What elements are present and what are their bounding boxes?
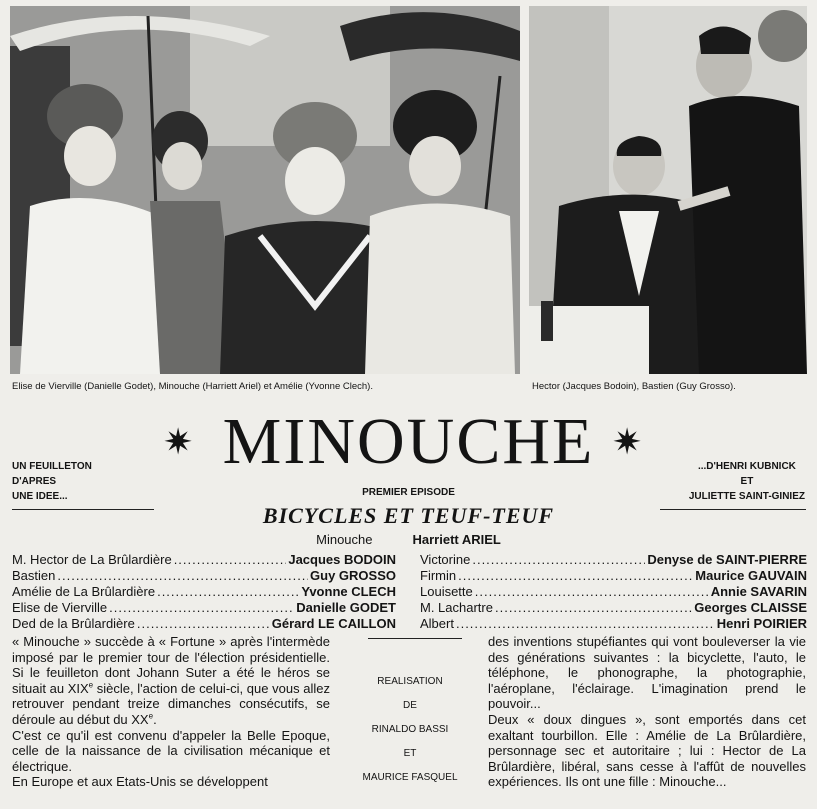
episode-title: BICYCLES ET TEUF-TEUF (262, 503, 555, 528)
cast-row: Louisette ..... Annie SAVARIN (420, 584, 807, 600)
photo-caption-left: Elise de Vierville (Danielle Godet), Minouche (Harriett Ariel) et Amélie (Yvonne Clech). (12, 381, 373, 392)
photo-hector-bastien (529, 6, 807, 374)
divider (368, 638, 462, 639)
cast-row: Albert ..... Henri POIRIER (420, 616, 807, 632)
photo-caption-right: Hector (Jacques Bodoin), Bastien (Guy Grosso). (532, 381, 736, 392)
episode-label: PREMIER EPISODE (362, 487, 455, 498)
paragraph: C'est ce qu'il est convenu d'appeler la Belle Epoque, celle de la naissance de la civilisation mécanique et électrique. (12, 727, 330, 774)
paragraph: Deux « doux dingues », sont emportés dans cet exaltant tourbillon. Elle : Amélie de La Brûlardière, personnage sec et autoritaire ; lui : Hector de La Brûlardière, libéral, sans cesse à l'affût de nouvelles expériences. Ils ont une fille : Minouche... (488, 711, 806, 790)
paragraph: des inventions stupéfiantes qui vont bouleverser la vie des générations suivantes : la bicyclette, l'auto, le téléphone, le phonographe, la photographie, l'aéroplane, l'éclairage. L'imagination prend le pouvoir... (488, 634, 806, 712)
lead-credit (0, 532, 817, 547)
paragraph: « Minouche » succède à « Fortune » après l'intermède imposé par le premier tour de l'élection présidentielle. Si le feuilleton dont Johann Suter a été le héros se situait au XIXe siècle, l'action de celui-ci, que vous allez retrouver pendant treize dimanches consécutifs, se déroule au début du XXe. (12, 634, 330, 727)
lead-actor: Harriett ARIEL (412, 532, 501, 547)
cast-row: Firmin ..... Maurice GAUVAIN (420, 568, 807, 584)
photo-cast-group (10, 6, 520, 374)
cast-row: Amélie de La Brûlardière ..... Yvonne CLECH (12, 584, 396, 600)
cast-row: Elise de Vierville ..... Danielle GODET (12, 600, 396, 616)
cast-row: M. Lachartre ..... Georges CLAISSE (420, 600, 807, 616)
article-column-right (488, 634, 806, 790)
lead-role: Minouche (316, 532, 373, 547)
star-ornament-icon: ✷ (163, 421, 194, 462)
cast-list-right (420, 552, 807, 632)
page-title: MINOUCHE (222, 405, 595, 478)
cast-row: Ded de la Brûlardière ..... Gérard LE CAILLON (12, 616, 396, 632)
paragraph: En Europe et aux Etats-Unis se développent (12, 774, 268, 790)
director-credits: REALISATION DE RINALDO BASSI ET MAURICE FASQUEL (362, 676, 458, 783)
star-ornament-icon: ✷ (612, 421, 643, 462)
cast-row: Bastien ..... Guy GROSSO (12, 568, 396, 584)
cast-list-left (12, 552, 396, 632)
origin-note-right: ...D'HENRI KUBNICK ET JULIETTE SAINT-GINIEZ (688, 461, 805, 502)
cast-row: M. Hector de La Brûlardière ..... Jacques BODOIN (12, 552, 396, 568)
origin-note-left: UN FEUILLETON D'APRES UNE IDEE... (12, 461, 92, 502)
cast-row: Victorine ..... Denyse de SAINT-PIERRE (420, 552, 807, 568)
article-column-left (12, 634, 330, 790)
